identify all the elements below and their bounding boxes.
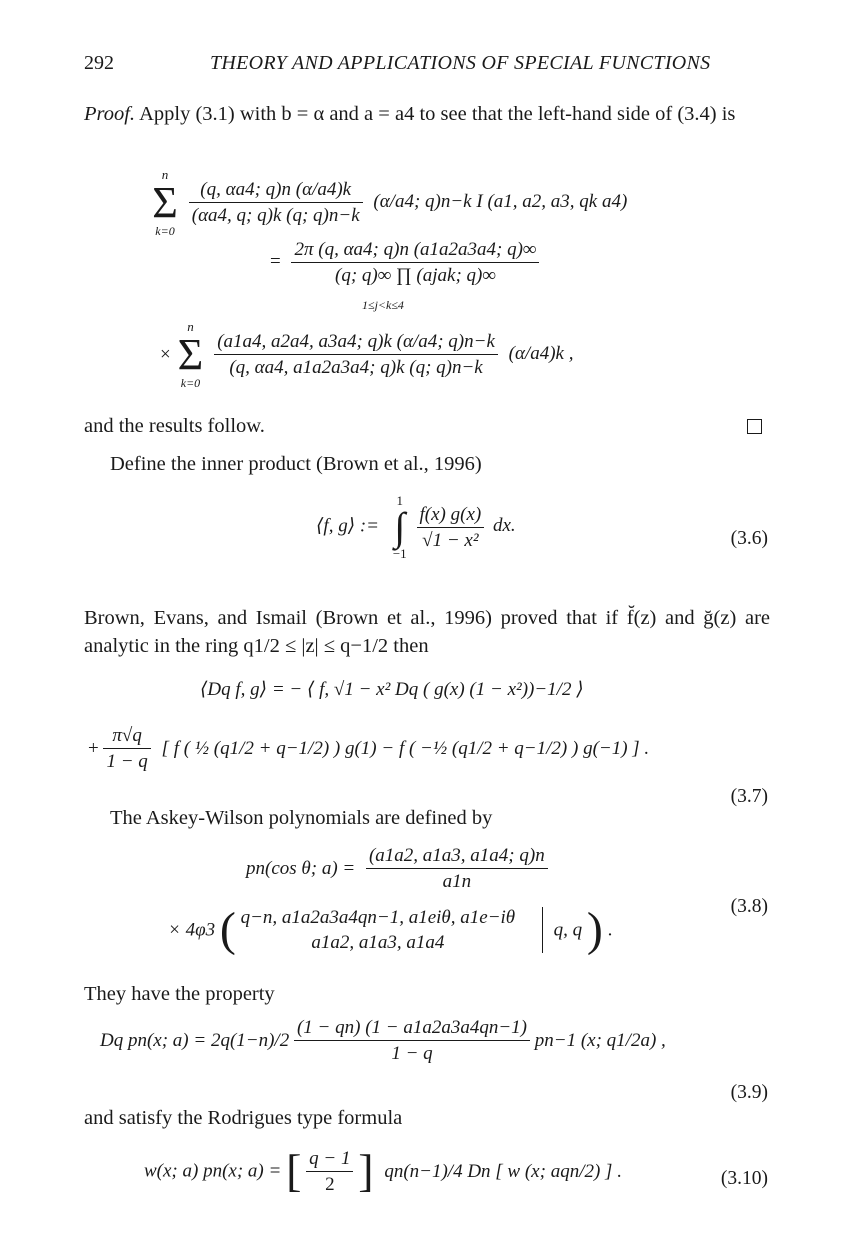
eq36-dx: dx.	[492, 515, 516, 537]
sum-symbol: Σ	[152, 178, 178, 227]
eq37-body: [ f ( ½ (q1/2 + q−1/2) ) g(1) − f ( −½ (q1/2 + q−1/2) ) g(−1) ] .	[161, 738, 650, 759]
askey-wilson-intro: The Askey-Wilson polynomials are defined by	[110, 807, 493, 829]
eq39-lhs: Dq pn(x; a) = 2q(1−n)/2	[100, 1030, 290, 1051]
eq38-lhs: pn(cos θ; a) =	[246, 858, 356, 879]
equation-number-3-7: (3.7)	[730, 786, 768, 807]
brown-evans-ismail-paragraph: Brown, Evans, and Ismail (Brown et al., 1996) proved that if f̆(z) and ğ(z) are analytic in the ring q1/2 ≤ |z| ≤ q−1/2 then	[84, 607, 770, 657]
eq38-numerator: (a1a2, a1a3, a1a4; q)n	[366, 846, 548, 869]
proof-end-text: and the results follow.	[84, 415, 265, 437]
equation-3-8-line-1	[246, 846, 548, 891]
left-paren: (	[219, 903, 236, 956]
equation-block-1-line-1	[150, 168, 627, 237]
sum-upper-limit: n	[161, 167, 169, 182]
integral-upper: 1	[396, 493, 404, 508]
equation-3-7-line-1: ⟨Dq f, g⟩ = − ⟨ f, √1 − x² Dq ( g(x) (1 − x²))−1/2 ⟩	[200, 679, 584, 700]
eq36-numerator: f(x) g(x)	[417, 505, 485, 528]
eq310-frac-numerator: q − 1	[306, 1149, 353, 1172]
eq38-denominator: a1n	[442, 871, 472, 892]
equation-block-1-line-3	[160, 320, 573, 389]
line3-tail: (α/a4)k ,	[508, 342, 574, 364]
proof-label: Proof.	[84, 103, 136, 125]
equation-3-7-line-2	[88, 726, 649, 771]
running-title: THEORY AND APPLICATIONS OF SPECIAL FUNCTIONS	[210, 52, 711, 74]
eq37-frac-numerator: π√q	[103, 726, 150, 749]
proof-text: Apply (3.1) with b = α and a = a4 to see that the left-hand side of (3.4) is	[139, 103, 736, 125]
line1-denominator: (αa4, q; q)k (q; q)n−k	[191, 205, 360, 226]
eq38-args: q, q	[553, 919, 583, 941]
line3-denominator: (q, αa4, a1a2a3a4; q)k (q; q)n−k	[229, 357, 483, 378]
eq310-frac-denominator: 2	[325, 1173, 335, 1195]
sum-lower-limit-2: k=0	[180, 376, 201, 390]
eq39-numerator: (1 − qn) (1 − a1a2a3a4qn−1)	[294, 1018, 530, 1041]
equation-3-9	[100, 1018, 666, 1063]
eq38-phi-prefix: × 4φ3	[168, 919, 216, 941]
equation-3-10	[144, 1145, 622, 1196]
line1-numerator: (q, αa4; q)n (α/a4)k	[189, 180, 363, 203]
equation-number-3-9: (3.9)	[730, 1082, 768, 1103]
property-intro: They have the property	[84, 983, 275, 1005]
eq39-denominator: 1 − q	[391, 1043, 433, 1064]
eq310-lhs: w(x; a) pn(x; a) =	[144, 1160, 282, 1182]
eq38-period: .	[607, 919, 613, 941]
inner-product-intro: Define the inner product (Brown et al., 1996)	[110, 453, 482, 475]
eq38-bottom-row: a1a2, a1a3, a1a4	[311, 932, 445, 953]
line2-denominator: (q; q)∞ ∏ (ajak; q)∞	[335, 265, 496, 286]
eq36-lhs: ⟨f, g⟩ :=	[316, 515, 380, 537]
proof-paragraph	[84, 100, 770, 128]
integral-sign: ∫	[394, 504, 406, 549]
qed-symbol	[747, 419, 762, 434]
equation-number-3-6: (3.6)	[730, 528, 768, 549]
eq36-denominator: √1 − x²	[422, 529, 479, 551]
rodrigues-intro: and satisfy the Rodrigues type formula	[84, 1107, 403, 1129]
eq310-rhs: qn(n−1)/4 Dn [ w (x; aqn/2) ] .	[384, 1160, 622, 1182]
equation-block-1-line-2	[270, 240, 539, 285]
eq38-top-row: q−n, a1a2a3a4qn−1, a1eiθ, a1e−iθ	[240, 907, 516, 928]
sum-lower-limit: k=0	[155, 224, 175, 238]
line1-tail: (α/a4; q)n−k I (a1, a2, a3, qk a4)	[373, 190, 628, 212]
eq37-frac-denominator: 1 − q	[106, 751, 148, 772]
sum-upper-limit-2: n	[187, 319, 194, 334]
integral-lower: −1	[392, 546, 407, 561]
eq39-rhs: pn−1 (x; q1/2a) ,	[534, 1030, 666, 1051]
right-paren: )	[586, 903, 603, 956]
equation-3-8-line-2	[168, 903, 613, 956]
page-number: 292	[84, 52, 114, 74]
eq37-plus: +	[88, 738, 99, 759]
line2-numerator: 2π (q, αa4; q)n (a1a2a3a4; q)∞	[291, 240, 539, 263]
line3-numerator: (a1a4, a2a4, a3a4; q)k (α/a4; q)n−k	[214, 332, 498, 355]
line2-product-subscript: 1≤j<k≤4	[362, 298, 404, 312]
right-bracket: ]	[358, 1145, 374, 1196]
line2-equals: =	[270, 250, 281, 272]
equation-number-3-8: (3.8)	[730, 896, 768, 917]
left-bracket: [	[286, 1145, 302, 1196]
sum-symbol-2: Σ	[177, 330, 204, 379]
vertical-bar	[542, 907, 543, 953]
line3-times: ×	[160, 344, 171, 365]
equation-3-6	[316, 494, 516, 560]
equation-number-3-10: (3.10)	[720, 1168, 768, 1189]
